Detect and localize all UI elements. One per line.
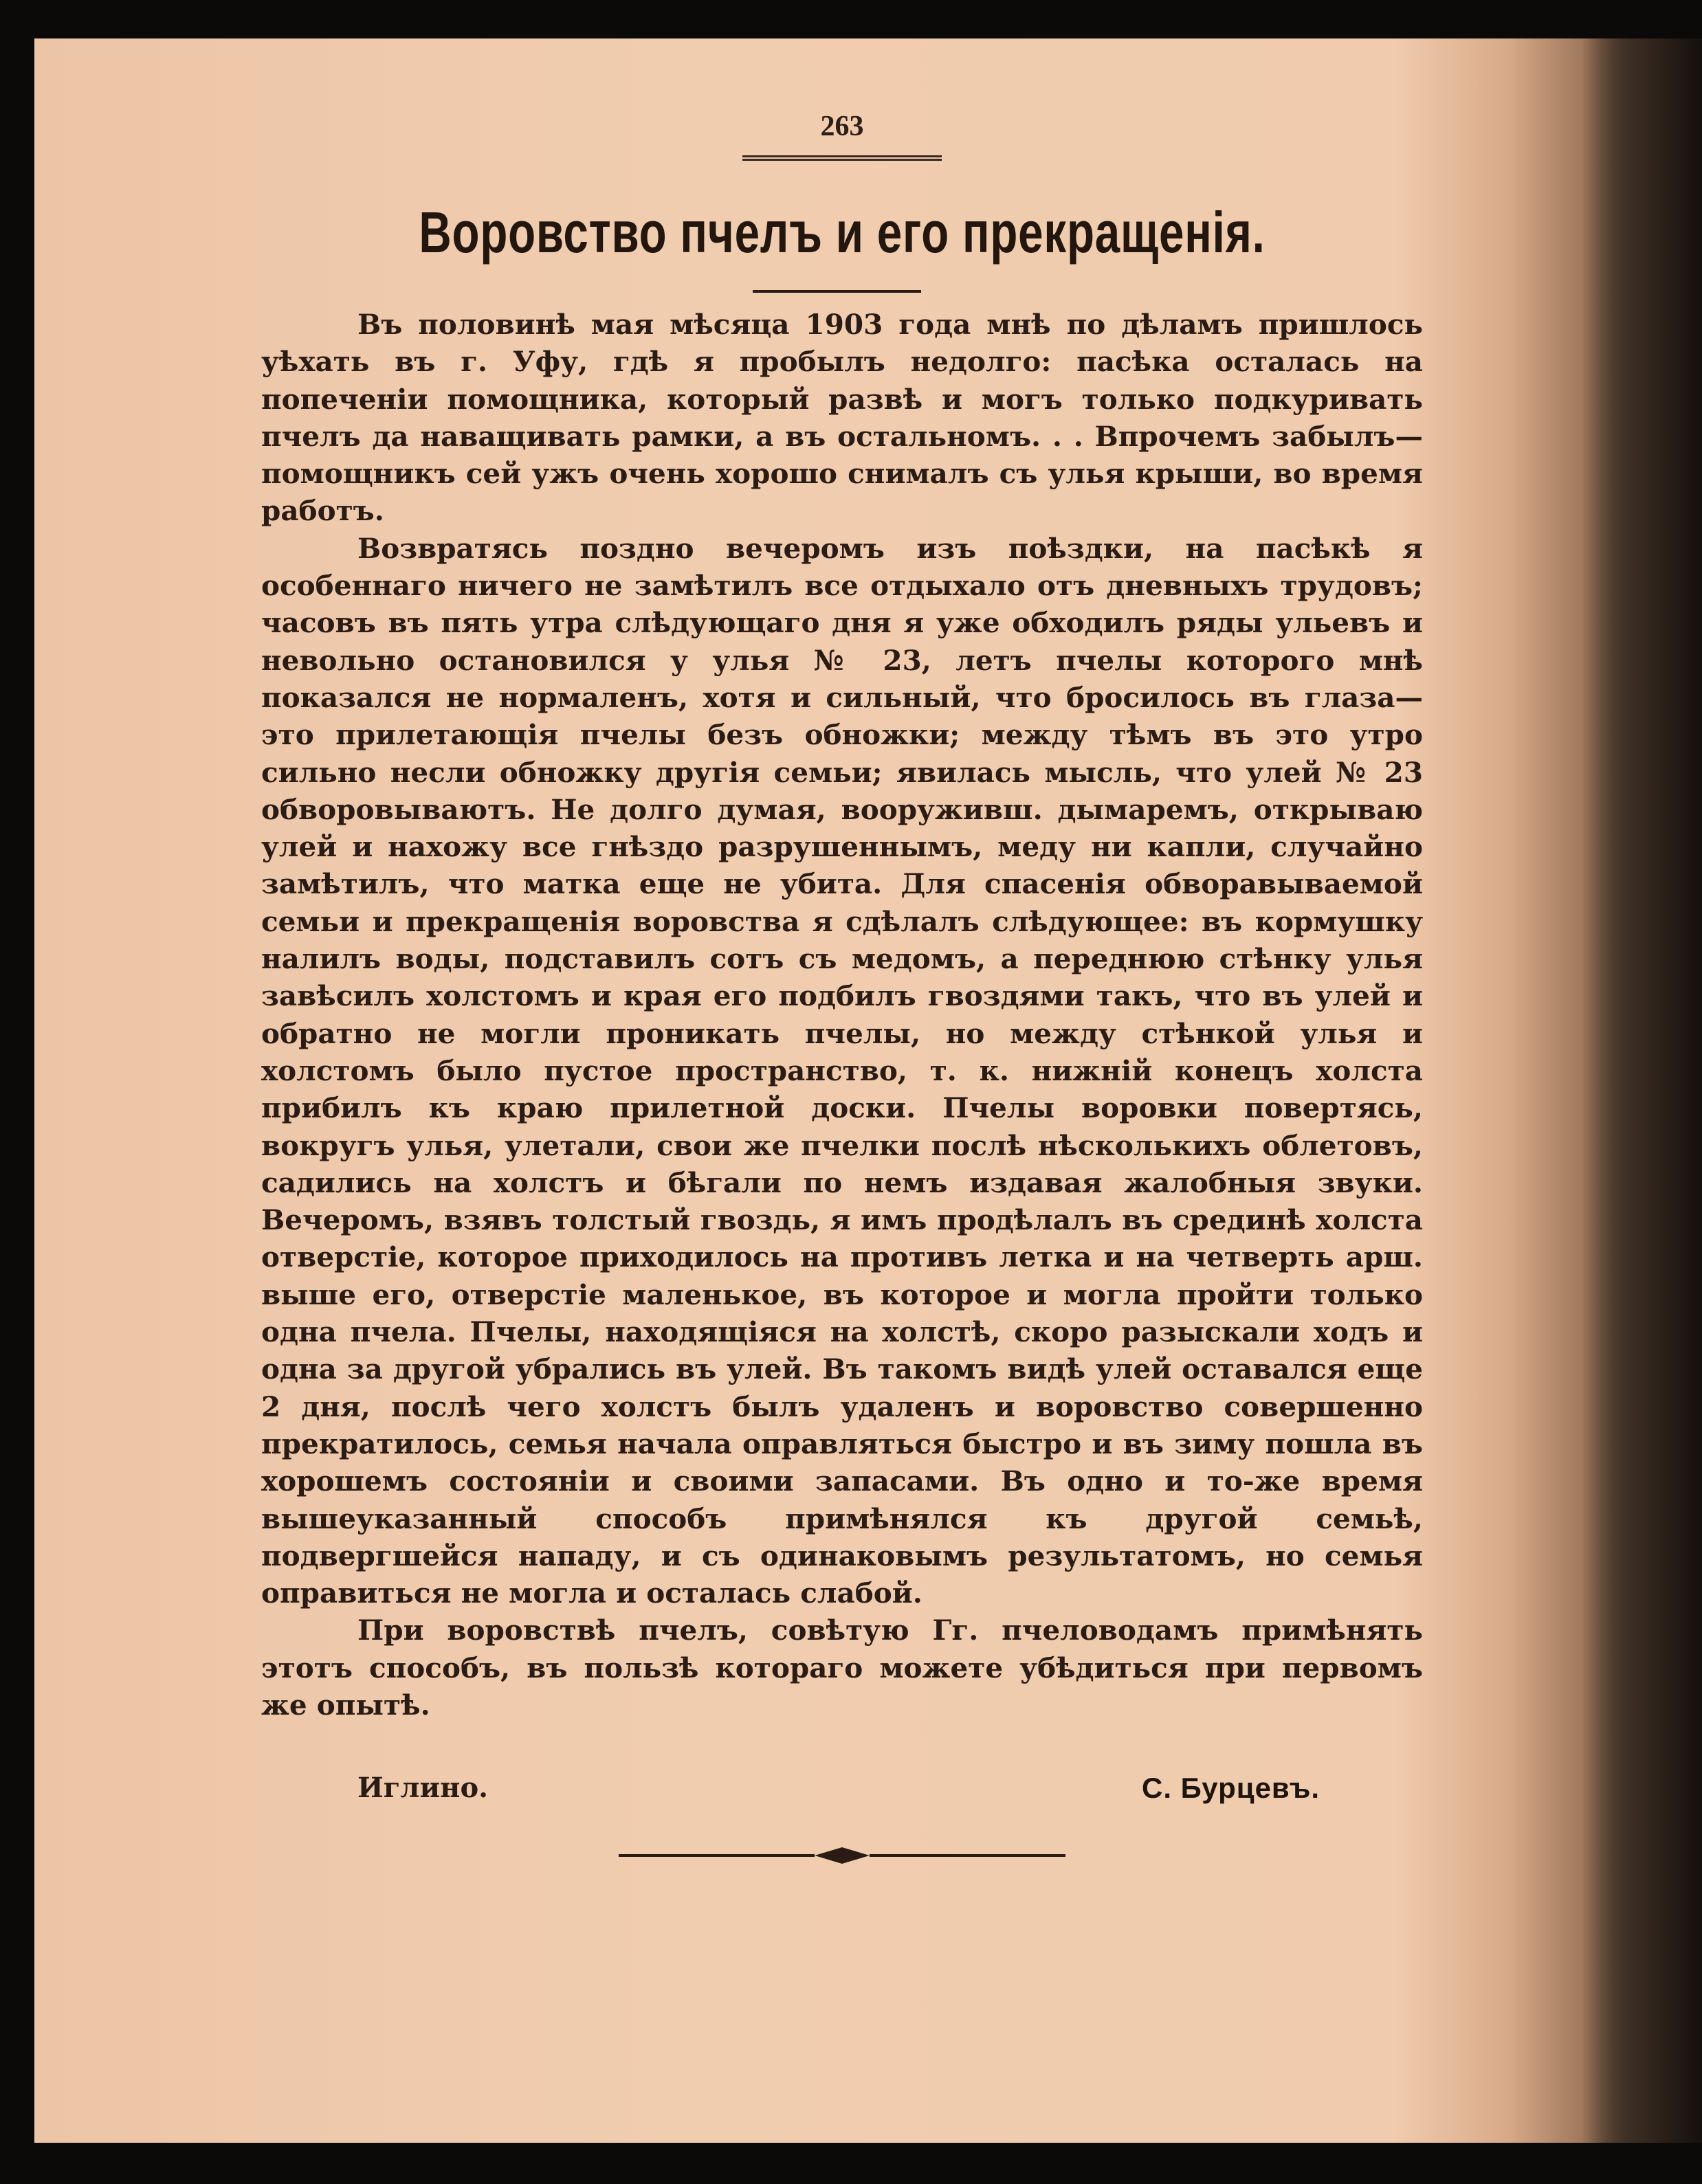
paragraph-3: При воровствѣ пчелъ, совѣтую Гг. пчеловодамъ примѣнять этотъ способъ, въ пользѣ котораго можете убѣдиться при первомъ же опытѣ. <box>261 1614 1423 1721</box>
signature-row <box>261 1772 1423 1813</box>
diamond-rule-icon <box>619 1842 1065 1869</box>
title-underline <box>753 290 921 293</box>
scan-border-bottom <box>0 2143 1702 2184</box>
article-body <box>261 306 1423 1724</box>
end-ornament <box>619 1842 1065 1869</box>
page-number-rule <box>742 155 942 161</box>
scan-border-top <box>0 0 1702 38</box>
scan-border-left <box>0 0 34 2184</box>
paragraph-1: Въ половинѣ мая мѣсяца 1903 года мнѣ по дѣламъ пришлось уѣхать въ г. Уфу, гдѣ я пробылъ недолго: пасѣка осталась на попеченіи помощника, который развѣ и могъ только подкуривать пчелъ да наващивать рамки, а въ остальномъ. . . Впрочемъ забылъ—помощникъ сей ужъ очень хорошо снималъ съ улья крыши, во время работъ. <box>261 308 1423 528</box>
place-name: Иглино. <box>357 1772 489 1804</box>
page-spine-shadow <box>1581 38 1702 2143</box>
article-title: Воровство пчелъ и его прекращенія. <box>419 200 1266 265</box>
author-name: С. Бурцевъ. <box>1141 1772 1320 1804</box>
paragraph-2: Возвратясь поздно вечеромъ изъ поѣздки, на пасѣкѣ я особеннаго ничего не замѣтилъ все отдыхало отъ дневныхъ трудовъ; часовъ въ пять утра слѣдующаго дня я уже обходилъ ряды ульевъ и невольно остановился у улья № 23, летъ пчелы которого мнѣ показался не нормаленъ, хотя и сильный, что бросилось въ глаза—это прилетающія пчелы безъ обножки; между тѣмъ въ это утро сильно несли обножку другія семьи; явилась мысль, что улей № 23 обворовываютъ. Не долго думая, вооруживш. дымаремъ, открываю улей и нахожу все гнѣздо разрушеннымъ, меду ни капли, случайно замѣтилъ, что матка еще не убита. Для спасенія обворавываемой семьи и прекращенія воровства я сдѣлалъ слѣдующее: въ кормушку налилъ воды, подставилъ сотъ съ медомъ, а переднюю стѣнку улья завѣсилъ холстомъ и края его подбилъ гвоздями такъ, что въ улей и обратно не могли проникать пчелы, но между стѣнкой улья и холстомъ было пустое пространство, т. к. нижній конецъ холста прибилъ къ краю прилетной доски. Пчелы воровки повертясь, вокругъ улья, улетали, свои же пчелки послѣ нѣсколькихъ облетовъ, садились на холстъ и бѣгали по немъ издавая жалобныя звуки. Вечеромъ, взявъ толстый гвоздь, я имъ продѣлалъ въ срединѣ холста отверстіе, которое приходилось на противъ летка и на четверть арш. выше его, отверстіе маленькое, въ которое и могла пройти только одна пчела. Пчелы, находящіяся на холстѣ, скоро разыскали ходъ и одна за другой убрались въ улей. Въ такомъ видѣ улей оставался еще 2 дня, послѣ чего холстъ былъ удаленъ и воровство совершенно прекратилось, семья начала оправляться быстро и въ зиму пошла въ хорошемъ состояніи и своими запасами. Въ одно и то-же время вышеуказанный способъ примѣнялся къ другой семьѣ, подвергшейся нападу, и съ одинаковымъ результатомъ, но семья оправиться не могла и осталась слабой. <box>261 531 1423 1610</box>
page-number: 263 <box>820 111 864 142</box>
